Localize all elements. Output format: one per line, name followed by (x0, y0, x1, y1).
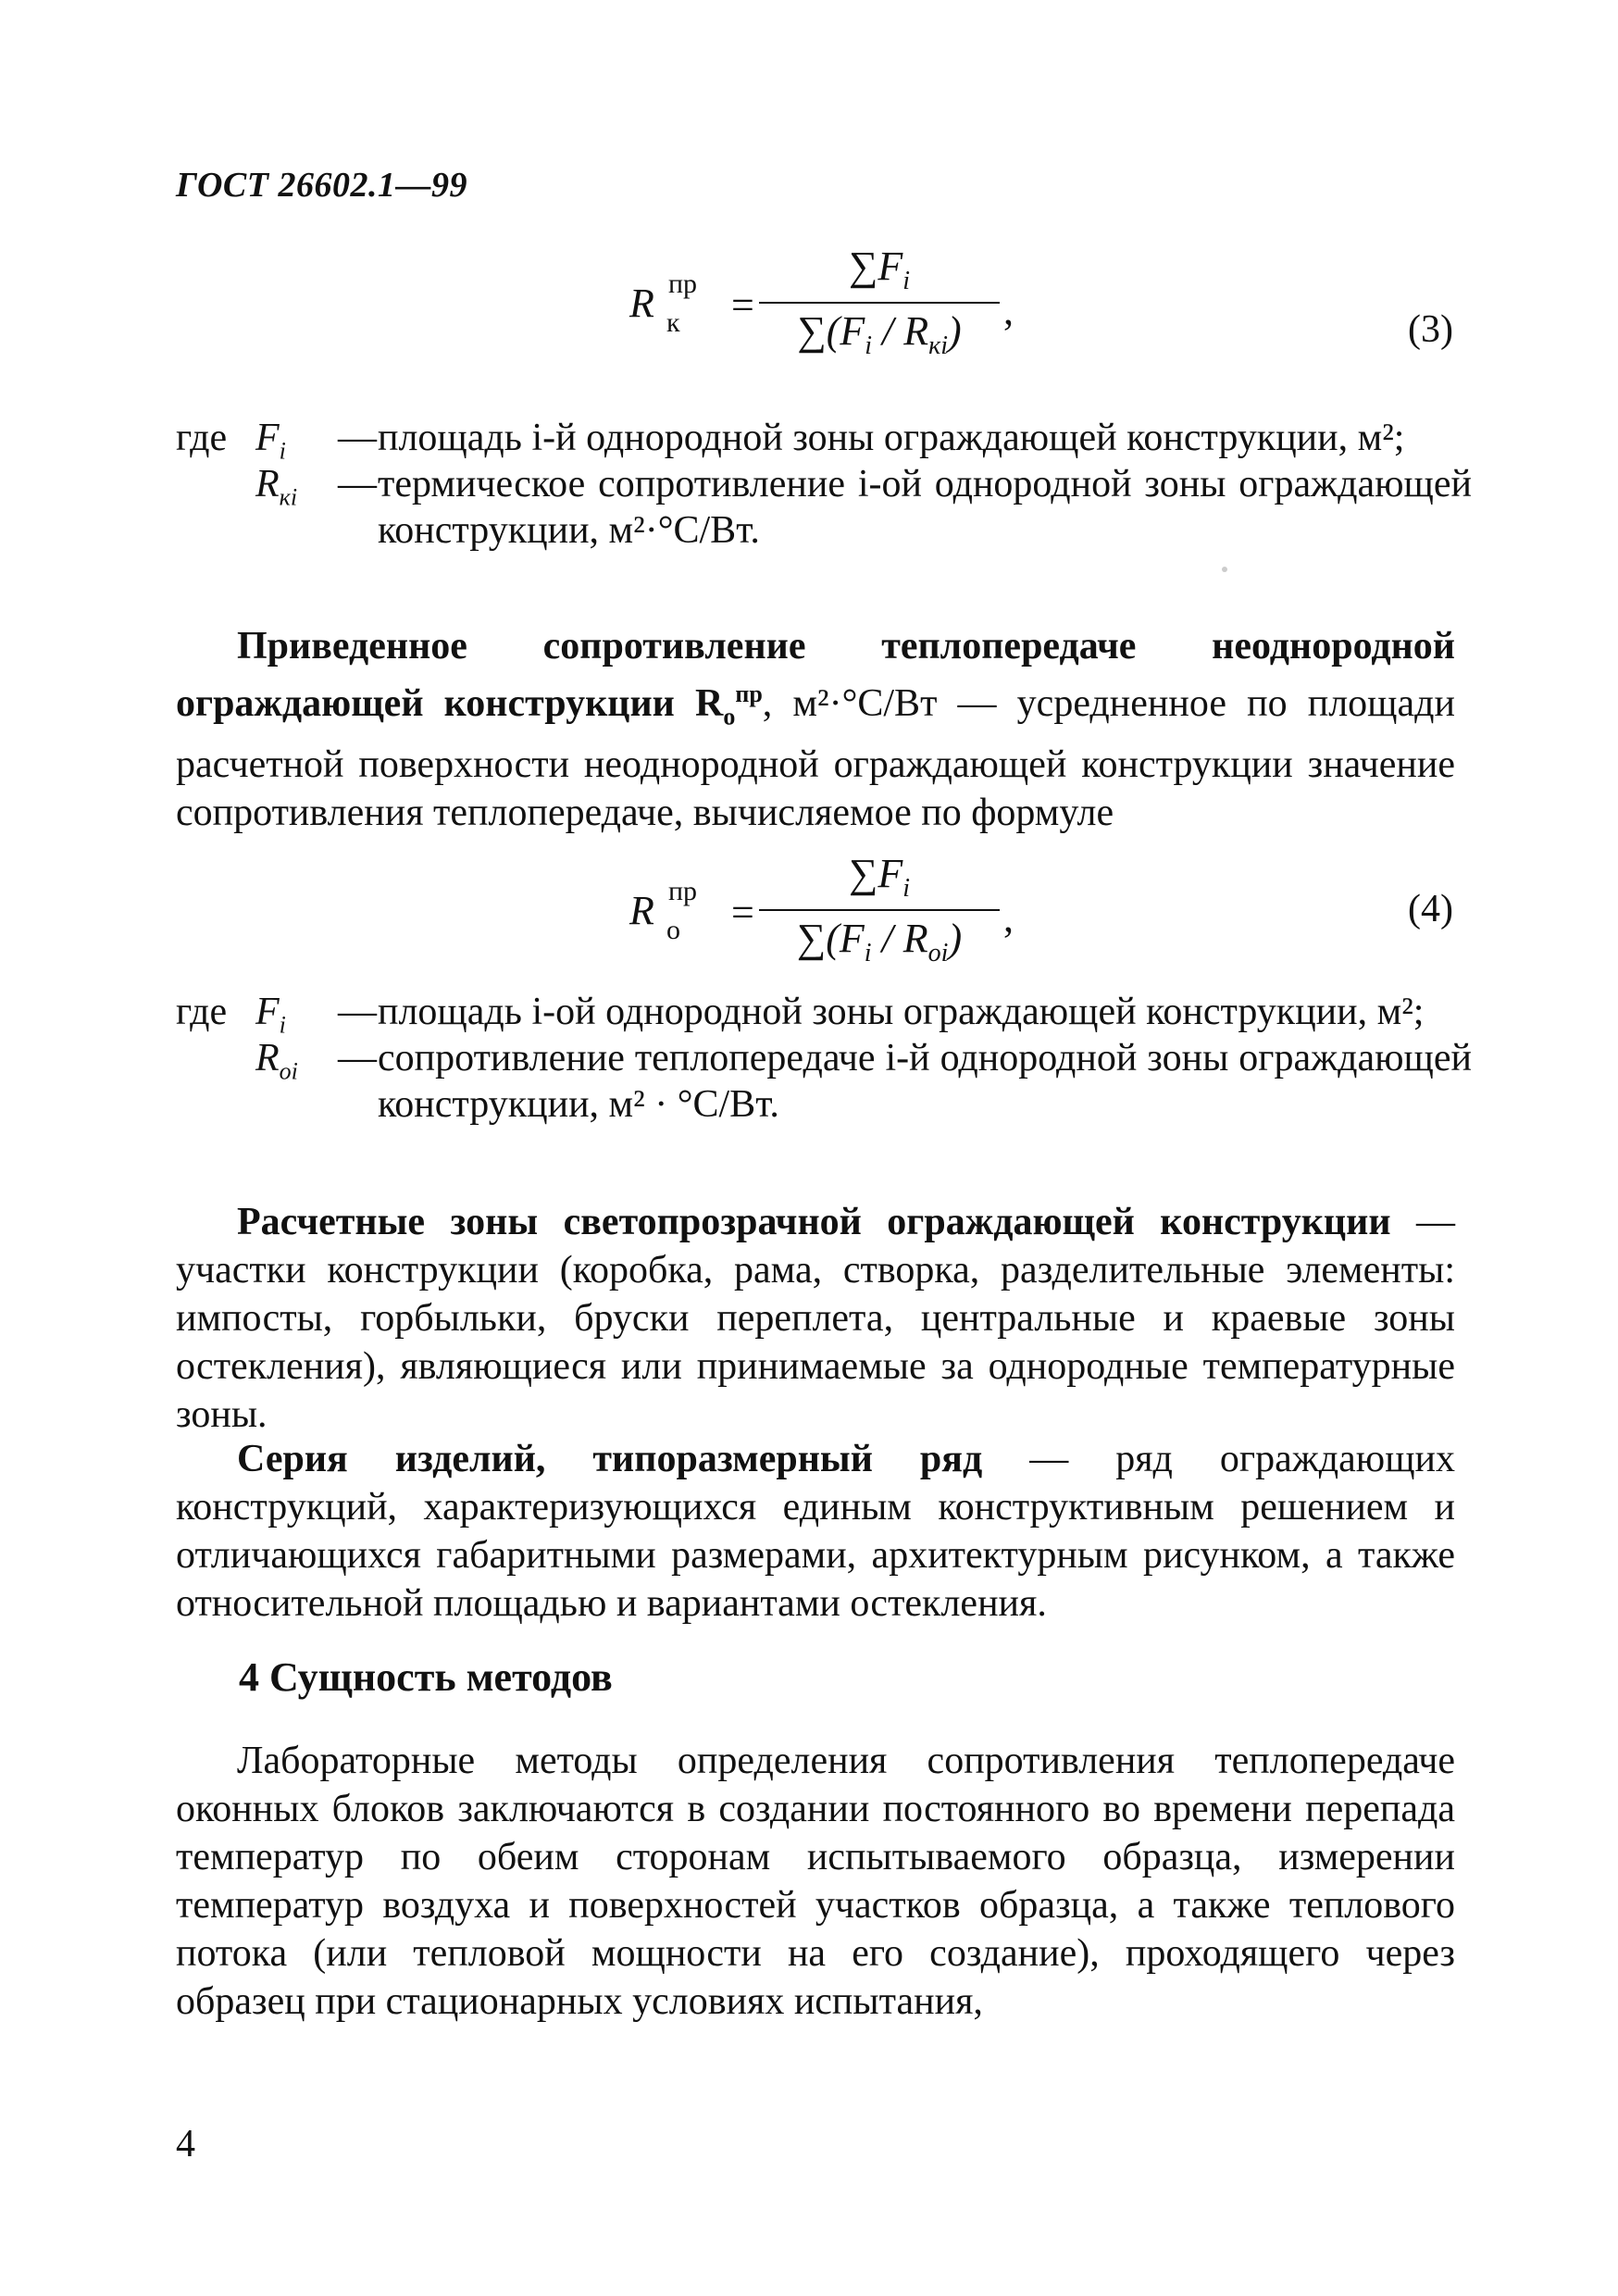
where-item: $R_{кi}$ — термическое сопротивление i-ой однородной зоны ограждающей конструкции, м²·°С/Вт. (255, 463, 1472, 552)
definition-text: сопротивление теплопередаче i-й однородной зоны ограждающей конструкции, м² · °С/Вт. (378, 1037, 1472, 1126)
definition-text: площадь i-ой однородной зоны ограждающей конструкции, м²; (378, 991, 1425, 1033)
symbol: $F_i$ (255, 991, 286, 1039)
where-item: где $F_i$ — площадь i-ой однородной зоны ограждающей конструкции, м²; (176, 989, 1472, 1035)
symbol: $F_i$ (255, 417, 286, 465)
equation-number-3: (3) (1408, 308, 1453, 351)
section-heading: 4 Сущность методов (239, 1654, 613, 1700)
where-block-4 (176, 989, 1472, 1128)
definition-paragraph: Приведенное сопротивление теплопередаче неоднородной ограждающей конструкции $R_о^{пр}$, м²·°С/Вт — усредненное по площади расчетной поверхности неоднородной ограждающей конструкции значение сопротивления теплопередаче, вычисляемое по формуле (176, 625, 1455, 835)
formula-numerator: $\sum F_i$ (848, 243, 911, 295)
body-paragraph: Лабораторные методы определения сопротивления теплопередаче оконных блоков заключаются в создании постоянного во времени перепада температур по обеим сторонам испытываемого образца, измерении температур воздуха и поверхностей участков образца, а также теплового потока (или тепловой мощности на его создание), проходящего через образец при стационарных условиях испытания, (176, 1740, 1455, 2023)
term: Серия изделий, типоразмерный ряд (237, 1438, 983, 1480)
formula-lhs: R пр к (629, 268, 698, 338)
definition-paragraph: Серия изделий, типоразмерный ряд — ряд ограждающих конструкций, характеризующихся единым конструктивным решением и отличающихся габаритными размерами, архитектурным рисунком, а также относительной площадью и вариантами остекления. (176, 1438, 1456, 1625)
term: Приведенное сопротивление теплопередаче неоднородной ограждающей конструкции R (176, 625, 1455, 725)
formula-numerator: $\sum F_i$ (848, 851, 911, 903)
equation-number-4: (4) (1408, 888, 1453, 930)
formula-denominator: $\sum(F_i / R_{кi})$ (797, 308, 962, 360)
where-item: $R_{оi}$ — сопротивление теплопередаче i-й однородной зоны ограждающей конструкции, м² · °С/Вт. (255, 1037, 1472, 1126)
where-item: где $F_i$ — площадь i-й однородной зоны ограждающей конструкции, м²; (176, 415, 1472, 461)
where-block-3 (176, 415, 1472, 554)
definition-text: термическое сопротивление i-ой однородной зоны ограждающей конструкции, м²·°С/Вт. (378, 463, 1472, 552)
term: Расчетные зоны светопрозрачной ограждающей конструкции (237, 1201, 1391, 1243)
symbol: $R_{оi}$ (255, 1037, 298, 1085)
formula-lhs: R пр о (629, 876, 698, 945)
document-header: ГОСТ 26602.1—99 (176, 166, 467, 205)
where-label: где (176, 417, 228, 459)
fraction-bar (759, 909, 1000, 911)
fraction-bar (759, 302, 1000, 304)
where-label: где (176, 991, 228, 1033)
formula-denominator: $\sum(F_i / R_{оi})$ (796, 916, 963, 967)
scan-speck (1222, 567, 1227, 572)
definition-paragraph: Расчетные зоны светопрозрачной ограждающей конструкции — участки конструкции (коробка, рама, створка, разделительные элементы: импосты, горбыльки, бруски переплета, центральные и краевые зоны остекления), являющиеся или принимаемые за однородные температурные зоны. (176, 1201, 1455, 1436)
definition-text: площадь i-й однородной зоны ограждающей конструкции, м²; (378, 417, 1405, 459)
symbol: $R_{кi}$ (255, 463, 298, 511)
formula-3: R пр к = $\sum F_i$ $\sum(F_i / R_{кi})$ , (629, 243, 1014, 360)
page-number: 4 (176, 2123, 195, 2165)
formula-4: R пр о = $\sum F_i$ $\sum(F_i / R_{оi})$ , (629, 851, 1014, 967)
